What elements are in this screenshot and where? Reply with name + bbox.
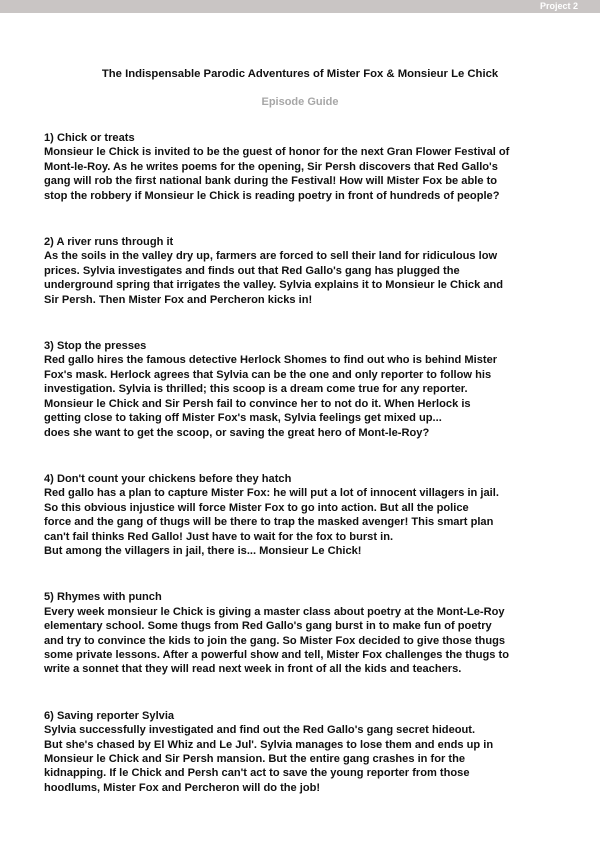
episode-heading: 1) Chick or treats xyxy=(44,132,135,144)
document-subtitle: Episode Guide xyxy=(261,96,339,108)
episode-heading: 3) Stop the presses xyxy=(44,340,147,353)
document-title: The Indispensable Parodic Adventures of Mister Fox & Monsieur Le Chick xyxy=(101,68,499,80)
episode-1 xyxy=(44,131,584,203)
episode-heading: 2) A river runs through it xyxy=(44,236,174,249)
header-bar xyxy=(0,0,600,13)
episode-heading: 6) Saving reporter Sylvia xyxy=(44,709,175,722)
project-label: Project 2 xyxy=(539,1,578,11)
episode-heading: 4) Don't count your chickens before they hatch xyxy=(44,472,292,485)
episode-heading: 5) Rhymes with punch xyxy=(44,591,162,604)
episode-body: Monsieur le Chick is invited to be the guest of honor for the next Gran Flower Festival of Mont-le-Roy. As he writes poems for the opening, Sir Persh discovers that Red Gallo's gang will rob the first national bank during the Festival! How will Mister Fox be able to stop the robbery if Monsieur le Chick is reading poetry in front of hundreds of people? xyxy=(44,146,510,202)
episode-5 xyxy=(44,590,584,676)
episode-3 xyxy=(44,339,584,440)
episode-body: Red gallo hires the famous detective Herlock Shomes to find out who is behind Mister Fox's mask. Herlock agrees that Sylvia can be the one and only reporter to follow his investigation. Sylvia is thrilled; this scoop is a dream come true for any reporter. Monsieur le Chick and Sir Persh fail to convince her to not do it. When Herlock is getting close to taking off Mister Fox's mask, Sylvia feelings get mixed up... does she want to get the scoop, or saving the great hero of Mont-le-Roy? xyxy=(44,354,498,439)
episode-6 xyxy=(44,709,584,795)
episode-body: As the soils in the valley dry up, farmers are forced to sell their land for ridiculous low prices. Sylvia investigates and finds out that Red Gallo's gang has plugged the underground spring that irrigates the valley. Sylvia explains it to Monsieur le Chick and Sir Persh. Then Mister Fox and Percheron kicks in! xyxy=(44,250,504,306)
episode-list xyxy=(44,131,584,795)
episode-4 xyxy=(44,472,584,558)
episode-2 xyxy=(44,235,584,307)
episode-body: Red gallo has a plan to capture Mister Fox: he will put a lot of innocent villagers in jail. So this obvious injustice will force Mister Fox to go into action. But all the police force and the gang of thugs will be there to trap the masked avenger! This smart plan can't fail thinks Red Gallo! Just have to wait for the fox to burst in. But among the villagers in jail, there is... Monsieur Le Chick! xyxy=(44,487,499,557)
episode-body: Sylvia successfully investigated and find out the Red Gallo's gang secret hideout. But she's chased by El Whiz and Le Jul'. Sylvia manages to lose them and ends up in Monsieur le Chick and Sir Persh mansion. But the entire gang crashes in for the kidnapping. If le Chick and Persh can't act to save the young reporter from those hoodlums, Mister Fox and Percheron will do the job! xyxy=(44,724,494,794)
episode-body: Every week monsieur le Chick is giving a master class about poetry at the Mont-Le-Roy elementary school. Some thugs from Red Gallo's gang burst in to make fun of poetry and try to convince the kids to join the gang. So Mister Fox decided to give those thugs some private lessons. After a powerful show and tell, Mister Fox challenges the thugs to write a sonnet that they will read next week in front of all the kids and teachers. xyxy=(44,605,510,676)
